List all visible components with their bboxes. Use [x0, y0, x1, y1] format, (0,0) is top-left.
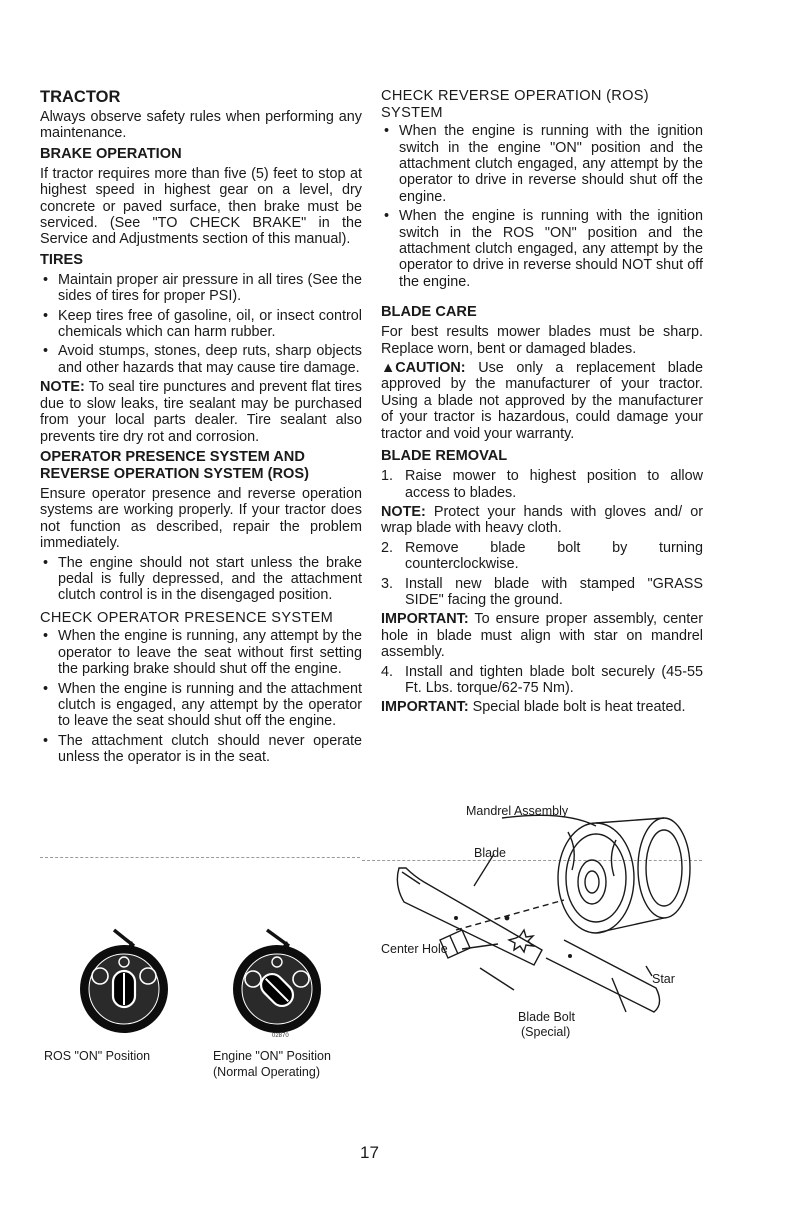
caution-label: CAUTION:: [395, 360, 466, 377]
warning-triangle-icon: ▲: [381, 360, 396, 377]
ops-text: Ensure operator presence and reverse operation systems are working properly. If your tractor does not function as described, repair the problem immediately.: [40, 485, 362, 552]
engine-caption-1: Engine "ON" Position: [213, 1049, 331, 1063]
left-column: [40, 88, 362, 769]
note-label: NOTE:: [40, 379, 85, 396]
list-item: • When the engine is running, any attempt by the operator to leave the seat without first setting the parking brake should shut off the engine.: [40, 628, 362, 677]
list-item: • The attachment clutch should never operate unless the operator is in the seat.: [40, 733, 362, 766]
blade-care-heading: BLADE CARE: [381, 304, 477, 321]
step-number: 1.: [381, 468, 394, 485]
blade-removal-steps-a: [381, 468, 703, 501]
step-number: 4.: [381, 663, 394, 680]
list-item: • When the engine is running with the ignition switch in the engine "ON" position and the attachment clutch engaged, any attempt by the operator to drive in reverse should shut off the engine.: [381, 123, 703, 205]
important-text: To ensure proper assembly, center hole in blade must align with star on mandrel assembly.: [381, 611, 703, 661]
star-label: Star: [652, 972, 675, 986]
engine-switch-illustration: [225, 924, 335, 1040]
figure-code: 02870: [272, 1033, 289, 1039]
list-item: [381, 468, 703, 501]
center-hole-label: Center Hole: [381, 942, 448, 956]
engine-caption-2: (Normal Operating): [213, 1065, 320, 1079]
brake-text: If tractor requires more than five (5) feet to stop at highest speed in highest gear on a level, dry concrete or paved surface, then brake must be serviced. (See "TO CHECK BRAKE" in the Service and Adjustments section of this manual).: [40, 165, 362, 248]
ops-list: [40, 555, 362, 604]
check-ros-heading: CHECK REVERSE OPERATION (ROS) SYSTEM: [381, 88, 649, 121]
tires-list: [40, 272, 362, 376]
step-text: Install and tighten blade bolt securely (45-55 Ft. Lbs. torque/62-75 Nm).: [405, 663, 703, 696]
tractor-intro: Always observe safety rules when performing any maintenance.: [40, 109, 362, 142]
blade-removal-heading: BLADE REMOVAL: [381, 448, 508, 465]
blade-removal-steps-c: [381, 664, 703, 697]
tractor-title: TRACTOR: [40, 88, 121, 106]
step-number: 2.: [381, 539, 394, 556]
right-column: [381, 88, 703, 719]
mandrel-icon: [558, 823, 634, 933]
tires-heading: TIRES: [40, 251, 83, 268]
important-2: [381, 699, 703, 715]
scan-line: [40, 857, 360, 858]
step-text: Raise mower to highest position to allow access to blades.: [405, 468, 703, 501]
step-text: Install new blade with stamped "GRASS SIDE" facing the ground.: [405, 575, 703, 608]
step-text: Remove blade bolt by turning counterclockwise.: [405, 539, 703, 573]
check-ops-heading: CHECK OPERATOR PRESENCE SYSTEM: [40, 609, 334, 626]
important-1: [381, 611, 703, 660]
list-item: • Maintain proper air pressure in all tires (See the sides of tires for proper PSI).: [40, 272, 362, 305]
check-ros-list: [381, 123, 703, 290]
list-item: • The engine should not start unless the brake pedal is fully depressed, and the attachment clutch control is in the disengaged position.: [40, 555, 362, 604]
list-item: [381, 576, 703, 609]
list-item: • Keep tires free of gasoline, oil, or insect control chemicals which can harm rubber.: [40, 308, 362, 341]
note-label: NOTE:: [381, 503, 426, 520]
list-item: • When the engine is running with the ignition switch in the ROS "ON" position and the attachment clutch engaged, any attempt by the operator to drive in reverse should NOT shut off the engine.: [381, 208, 703, 290]
list-item: [381, 664, 703, 697]
blade-bolt-sub-label: (Special): [521, 1025, 571, 1039]
important-text: Special blade bolt is heat treated.: [468, 699, 686, 716]
page-number: 17: [360, 1143, 379, 1162]
check-ops-list: [40, 628, 362, 765]
step-number: 3.: [381, 575, 394, 592]
ros-switch-illustration: [74, 924, 174, 1036]
brake-heading: BRAKE OPERATION: [40, 145, 182, 162]
blade-note: [381, 504, 703, 537]
note-text: Protect your hands with gloves and/ or wrap blade with heavy cloth.: [381, 503, 703, 537]
important-label: IMPORTANT:: [381, 611, 469, 628]
ops-heading: OPERATOR PRESENCE SYSTEM AND REVERSE OPERATION SYSTEM (ROS): [40, 448, 309, 482]
mandrel-label: Mandrel Assembly: [466, 804, 569, 818]
tires-note: [40, 379, 362, 445]
blade-label: Blade: [474, 846, 506, 860]
list-item: [381, 540, 703, 573]
blade-removal-steps-b: [381, 540, 703, 609]
blade-diagram: [364, 790, 704, 1030]
list-item: • When the engine is running and the attachment clutch is engaged, any attempt by the operator to leave the seat should shut off the engine.: [40, 681, 362, 730]
note-text: To seal tire punctures and prevent flat tires due to slow leaks, tire sealant may be purchased from your local parts dealer. Tire sealant also prevents tire dry rot and corrosion.: [40, 379, 362, 445]
list-item: • Avoid stumps, stones, deep ruts, sharp objects and other hazards that may cause tire damage.: [40, 343, 362, 376]
caution-paragraph: [381, 360, 703, 442]
blade-care-text: For best results mower blades must be sharp. Replace worn, bent or damaged blades.: [381, 324, 703, 357]
caution-text: Use only a replacement blade approved by the manufacturer of your tractor. Using a blade not approved by the manufacturer of your tractor is hazardous, could damage your tractor and void your warranty.: [381, 360, 703, 442]
important-label: IMPORTANT:: [381, 699, 469, 716]
ros-caption: ROS "ON" Position: [44, 1049, 151, 1063]
blade-bolt-label: Blade Bolt: [518, 1010, 575, 1024]
